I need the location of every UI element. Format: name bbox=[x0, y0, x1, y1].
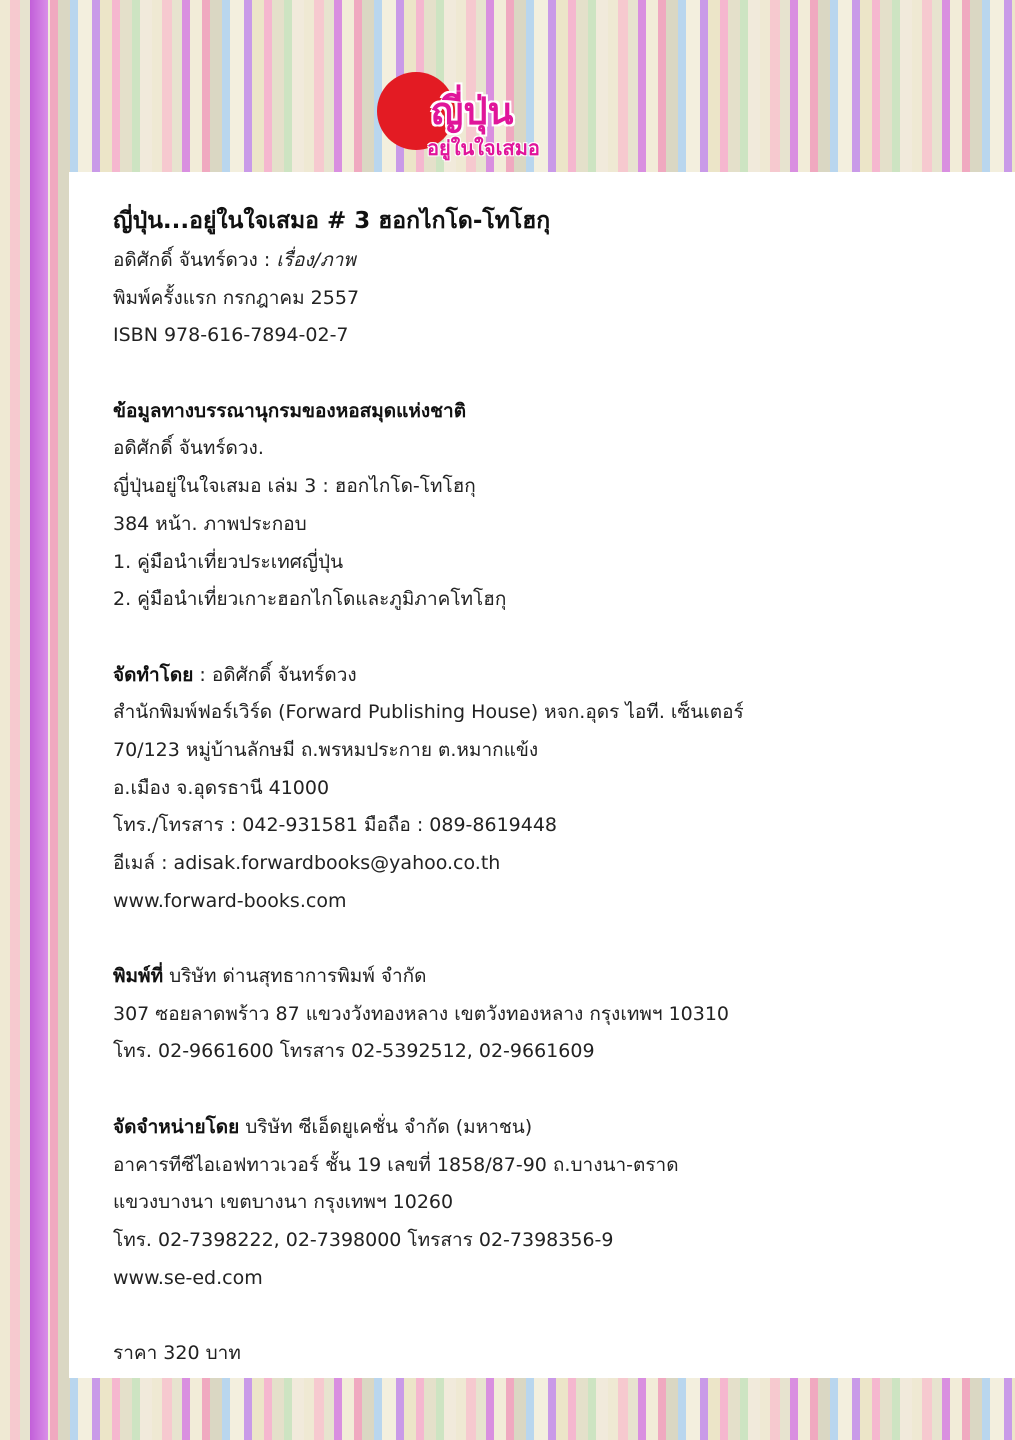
distributor-name: บริษัท ซีเอ็ดยูเคชั่น จำกัด (มหาชน) bbox=[239, 1115, 533, 1138]
logo-title: ญี่ปุ่น bbox=[431, 89, 514, 133]
producer-line: สำนักพิมพ์ฟอร์เวิร์ด (Forward Publishing House) หจก.อุดร ไอที. เซ็นเตอร์ bbox=[113, 701, 744, 724]
decorative-stripe bbox=[30, 0, 48, 1440]
printer-phone: โทร. 02-9661600 โทรสาร 02-5392512, 02-9661609 bbox=[113, 1040, 595, 1063]
producer-website: www.forward-books.com bbox=[113, 889, 347, 912]
distributor-line: แขวงบางนา เขตบางนา กรุงเทพฯ 10260 bbox=[113, 1191, 454, 1214]
cip-heading: ข้อมูลทางบรรณานุกรมของหอสมุดแห่งชาติ bbox=[113, 399, 467, 422]
author-role: เรื่อง/ภาพ bbox=[276, 249, 356, 271]
cip-pages: 384 หน้า. ภาพประกอบ bbox=[113, 512, 307, 535]
cip-subject: 2. คู่มือนำเที่ยวเกาะฮอกไกโดและภูมิภาคโทโฮกุ bbox=[113, 588, 507, 611]
producer-email: อีเมล์ : adisak.forwardbooks@yahoo.co.th bbox=[113, 852, 501, 874]
producer-name: : อดิศักดิ์ จันทร์ดวง bbox=[193, 663, 357, 686]
producer-phone: โทร./โทรสาร : 042-931581 มือถือ : 089-8619448 bbox=[113, 814, 558, 837]
isbn: ISBN 978-616-7894-02-7 bbox=[113, 324, 349, 347]
distributor-phone: โทร. 02-7398222, 02-7398000 โทรสาร 02-7398356-9 bbox=[113, 1228, 614, 1251]
printer-heading bbox=[113, 958, 993, 996]
printer-address: 307 ซอยลาดพร้าว 87 แขวงวังทองหลาง เขตวังทองหลาง กรุงเทพฯ 10310 bbox=[113, 1002, 730, 1025]
price: ราคา 320 บาท bbox=[113, 1341, 241, 1364]
series-logo bbox=[377, 72, 547, 172]
cip-author: อดิศักดิ์ จันทร์ดวง. bbox=[113, 437, 264, 460]
producer-label: จัดทำโดย bbox=[113, 663, 194, 686]
author-name: อดิศักดิ์ จันทร์ดวง : bbox=[113, 249, 277, 271]
producer-heading bbox=[113, 657, 993, 695]
printer-label: พิมพ์ที่ bbox=[113, 965, 164, 988]
distributor-website: www.se-ed.com bbox=[113, 1266, 263, 1289]
printer-name: บริษัท ด่านสุทธาการพิมพ์ จำกัด bbox=[163, 965, 427, 988]
book-title: ญี่ปุ่น...อยู่ในใจเสมอ # 3 ฮอกไกโด-โทโฮกุ bbox=[113, 208, 551, 234]
logo-subtitle: อยู่ในใจเสมอ bbox=[427, 136, 540, 160]
producer-line: อ.เมือง จ.อุดรธานี 41000 bbox=[113, 776, 330, 799]
edition: พิมพ์ครั้งแรก กรกฎาคม 2557 bbox=[113, 286, 360, 309]
distributor-heading bbox=[113, 1109, 993, 1147]
cip-subject: 1. คู่มือนำเที่ยวประเทศญี่ปุ่น bbox=[113, 550, 344, 573]
distributor-line: อาคารทีซีไอเอฟทาวเวอร์ ชั้น 19 เลขที่ 1858/87-90 ถ.บางนา-ตราด bbox=[113, 1153, 679, 1176]
distributor-label: จัดจำหน่ายโดย bbox=[113, 1115, 240, 1138]
cip-title: ญี่ปุ่นอยู่ในใจเสมอ เล่ม 3 : ฮอกไกโด-โทโฮกุ bbox=[113, 475, 476, 498]
imprint-content bbox=[113, 200, 993, 1373]
author-line bbox=[113, 242, 993, 280]
producer-line: 70/123 หมู่บ้านลักษมี ถ.พรหมประกาย ต.หมากแข้ง bbox=[113, 738, 539, 761]
